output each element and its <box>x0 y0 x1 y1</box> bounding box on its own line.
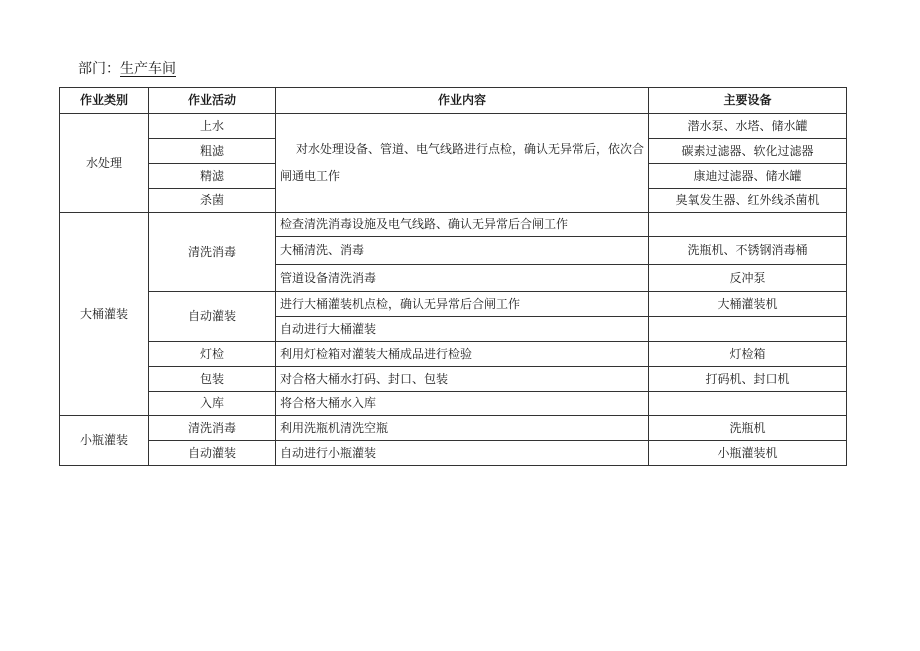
content-cell: 利用洗瓶机清洗空瓶 <box>276 416 649 441</box>
activity-cell: 自动灌装 <box>149 292 276 342</box>
table-row <box>60 213 847 237</box>
table-row <box>60 342 847 367</box>
activity-cell: 杀菌 <box>149 189 276 213</box>
header-category: 作业类别 <box>60 88 149 114</box>
content-water: 对水处理设备、管道、电气线路进行点检，确认无异常后，依次合闸通电工作 <box>276 114 649 213</box>
table-row <box>60 292 847 317</box>
content-cell: 管道设备清洗消毒 <box>276 265 649 292</box>
activity-cell: 清洗消毒 <box>149 213 276 292</box>
activity-cell: 粗滤 <box>149 139 276 164</box>
activity-cell: 精滤 <box>149 164 276 189</box>
equipment-cell: 洗瓶机 <box>649 416 847 441</box>
content-cell: 对合格大桶水打码、封口、包装 <box>276 367 649 392</box>
content-cell: 自动进行大桶灌装 <box>276 317 649 342</box>
equipment-cell: 洗瓶机、不锈钢消毒桶 <box>649 237 847 265</box>
category-bucket: 大桶灌装 <box>60 213 149 416</box>
table-row <box>60 441 847 466</box>
equipment-cell: 碳素过滤器、软化过滤器 <box>649 139 847 164</box>
activity-cell: 灯检 <box>149 342 276 367</box>
department-line <box>78 60 176 78</box>
equipment-cell: 灯检箱 <box>649 342 847 367</box>
table-row <box>60 392 847 416</box>
table-row <box>60 114 847 139</box>
category-water: 水处理 <box>60 114 149 213</box>
content-cell: 将合格大桶水入库 <box>276 392 649 416</box>
header-content: 作业内容 <box>276 88 649 114</box>
table-row <box>60 416 847 441</box>
activity-cell: 入库 <box>149 392 276 416</box>
work-activity-table <box>59 87 847 466</box>
table-row <box>60 367 847 392</box>
equipment-cell: 潜水泵、水塔、储水罐 <box>649 114 847 139</box>
content-cell: 大桶清洗、消毒 <box>276 237 649 265</box>
header-activity: 作业活动 <box>149 88 276 114</box>
content-cell: 利用灯检箱对灌装大桶成品进行检验 <box>276 342 649 367</box>
equipment-cell: 打码机、封口机 <box>649 367 847 392</box>
equipment-cell: 反冲泵 <box>649 265 847 292</box>
equipment-cell: 臭氧发生器、红外线杀菌机 <box>649 189 847 213</box>
equipment-cell: 小瓶灌装机 <box>649 441 847 466</box>
content-cell: 进行大桶灌装机点检，确认无异常后合闸工作 <box>276 292 649 317</box>
activity-cell: 上水 <box>149 114 276 139</box>
activity-cell: 包装 <box>149 367 276 392</box>
category-bottle: 小瓶灌装 <box>60 416 149 466</box>
equipment-cell <box>649 317 847 342</box>
activity-cell: 自动灌装 <box>149 441 276 466</box>
department-label: 部门： <box>78 61 120 77</box>
content-cell: 检查清洗消毒设施及电气线路、确认无异常后合闸工作 <box>276 213 649 237</box>
department-value: 生产车间 <box>120 61 176 77</box>
header-equipment: 主要设备 <box>649 88 847 114</box>
activity-cell: 清洗消毒 <box>149 416 276 441</box>
equipment-cell: 康迪过滤器、储水罐 <box>649 164 847 189</box>
equipment-cell: 大桶灌装机 <box>649 292 847 317</box>
header-row <box>60 88 847 114</box>
equipment-cell <box>649 213 847 237</box>
equipment-cell <box>649 392 847 416</box>
content-cell: 自动进行小瓶灌装 <box>276 441 649 466</box>
